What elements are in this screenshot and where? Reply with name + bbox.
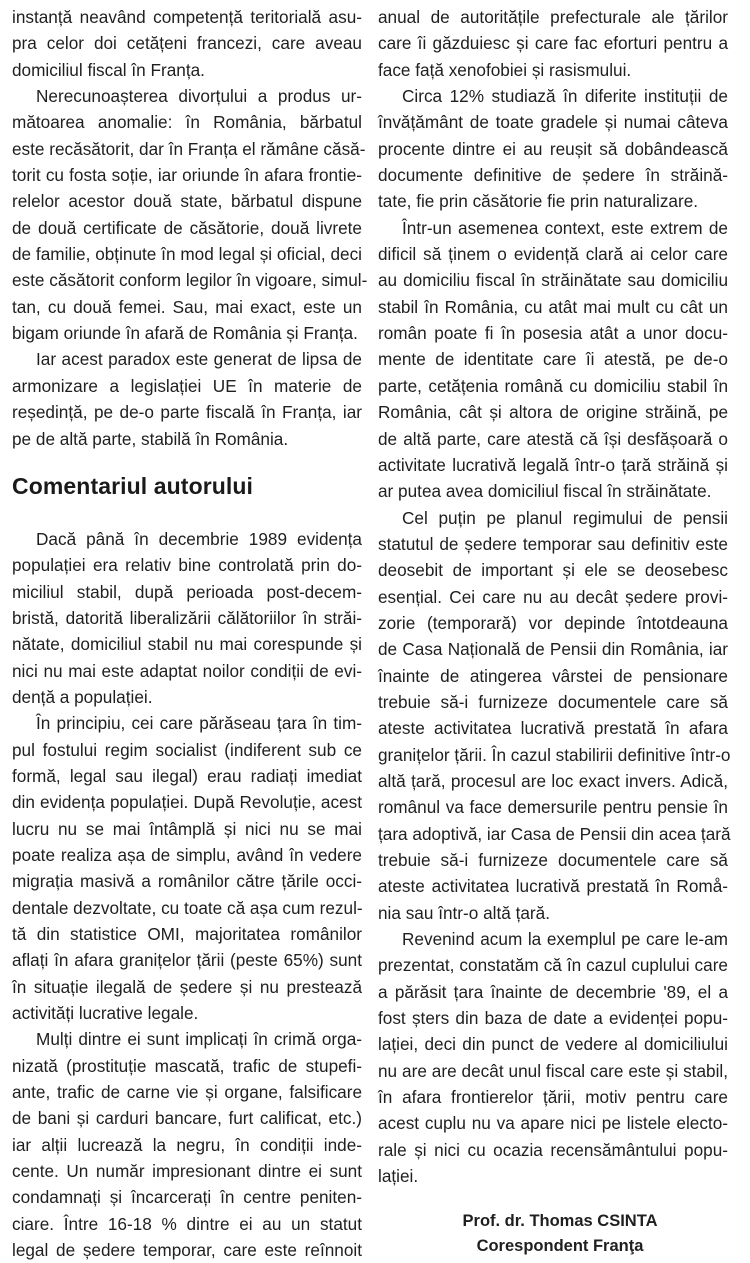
text-line: ar putea avea domiciliul fiscal în străinătate. — [378, 481, 712, 502]
text-line: lației, deci din punct de vedere al domiciliului — [378, 1034, 728, 1055]
text-line: pra celor doi cetățeni francezi, care aveau — [12, 33, 362, 54]
text-line: ateste activitatea lucrativă prestată în afara — [378, 718, 728, 739]
text-line: Circa 12% studiază în diferite instituții de — [402, 86, 728, 107]
paragraph — [378, 926, 728, 1189]
text-line: în situație ilegală de ședere și nu prestează — [12, 976, 362, 997]
author-name: Prof. dr. Thomas CSINTA — [462, 1212, 658, 1231]
text-line: parte, cetățenia română cu domiciliu stabil în — [378, 375, 728, 396]
text-line: dență a populației. — [12, 686, 153, 707]
text-line: acest cuplu nu va apare nici pe listele electo- — [378, 1113, 728, 1134]
text-line: care îi găzduiesc și care fac eforturi pentru a — [378, 33, 728, 54]
text-line: Nerecunoașterea divorțului a produs ur- — [36, 86, 362, 107]
text-line: anual de autoritățile prefecturale ale țărilor — [378, 7, 728, 27]
text-line: formă, legal sau ilegal) erau radiați imediat — [12, 765, 362, 786]
text-line: din evidența populației. După Revoluție, acest — [12, 792, 362, 813]
author-signature — [378, 1209, 728, 1259]
text-line: bigam oriunde în afară de România și Franța. — [12, 323, 358, 344]
text-line: pe de altă parte, stabilă în România. — [12, 428, 289, 449]
paragraph — [12, 1026, 362, 1263]
left-column — [12, 4, 368, 1263]
text-line: a părăsit țara înainte de decembrie '89, el a — [378, 981, 728, 1002]
text-line: stabil în România, cu atât mai mult cu cât un — [378, 296, 728, 317]
section-heading: Comentariul autorului — [12, 472, 254, 499]
text-line: armonizare a legislației UE în materie de — [12, 375, 362, 396]
text-line: zorie (temporară) vor depinde întotdeauna — [378, 612, 728, 633]
text-line: de Casa Națională de Pensii din România, iar — [378, 639, 728, 660]
text-line: învățământ de toate gradele și numai câteva — [378, 112, 728, 133]
text-line: esențial. Cei care nu au decât ședere provi- — [378, 586, 728, 607]
text-line: În principiu, cei care părăseau țara în tim- — [36, 713, 362, 734]
text-line: este căsătorit conform legilor în vigoare, simul- — [12, 270, 368, 291]
text-line: granițelor țării. În cazul stabilirii definitive într-o — [378, 744, 731, 765]
text-line: statutul de ședere temporar sau definitiv este — [378, 533, 728, 554]
text-line: face față xenofobiei și rasismului. — [378, 59, 632, 80]
text-line: prezentat, constatăm că în cazul cuplului care — [378, 955, 728, 976]
text-line: cente. Un număr impresionant dintre ei sunt — [12, 1161, 362, 1182]
text-line: este recăsătorit, dar în Franța el rămâne căsă- — [12, 138, 366, 159]
text-line: mătoarea anomalie: în România, bărbatul — [12, 112, 362, 133]
text-line: tate, fie prin căsătorie fie prin naturalizare. — [378, 191, 699, 212]
text-line: dentale dezvoltate, cu toate că așa cum rezul- — [12, 897, 363, 918]
text-line: de două certificate de căsătorie, două livrete — [12, 217, 362, 238]
text-line: bristă, datorită liberalizării călătoriilor în străi- — [12, 607, 362, 628]
text-line: miciliul stabil, după perioada post-decem- — [12, 581, 362, 602]
text-line: în afara frontierelor țării, motiv pentru care — [378, 1087, 728, 1108]
paragraph — [378, 83, 728, 215]
text-line: țara adoptivă, iar Casa de Pensii din acea țară — [378, 823, 731, 844]
paragraph — [378, 505, 731, 927]
text-line: Într-un asemenea context, este extrem de — [402, 217, 728, 238]
text-line: ciare. Între 16-18 % dintre ei au un statut — [12, 1213, 362, 1234]
text-line: dificil să ținem o evidență clară ai celor care — [378, 244, 728, 265]
text-line: poate realiza așa de simplu, având în vedere — [12, 844, 362, 865]
right-column — [378, 4, 731, 1259]
text-line: trebuie să-i furnizeze documentele care să — [378, 691, 728, 712]
paragraph — [12, 4, 362, 83]
text-line: procente dintre ei au reușit să dobândească — [378, 138, 728, 159]
text-line: de bani și carduri bancare, furt calificat, etc.) — [12, 1108, 362, 1129]
text-line: instanță neavând competență teritorială asu- — [12, 7, 362, 27]
text-line: reședință, pe de-o parte fiscală în Franța, iar — [12, 402, 362, 423]
text-line: condamnați și încarcerați în centre peniten- — [12, 1187, 362, 1208]
text-line: nu are are decât unul fiscal care este și stabil, — [378, 1060, 728, 1081]
text-line: tă din statistice OMI, majoritatea românilor — [12, 924, 362, 944]
text-line: altă țară, procesul are loc exact invers. Adică, — [378, 770, 728, 791]
paragraph — [378, 4, 728, 83]
text-line: înainte de atingerea vârstei de pensionare — [378, 665, 728, 686]
text-line: românul va face demersurile pentru pensie în — [378, 797, 728, 818]
text-line: documente definitive de ședere în străină- — [378, 165, 728, 186]
text-line: au domiciliu fiscal în străinătate sau domiciliu — [378, 270, 728, 291]
text-line: ante, trafic de carne vie și organe, falsificare — [12, 1082, 362, 1103]
text-line: relelor acestor două state, bărbatul dispune — [12, 191, 362, 212]
text-line: fost șters din baza de date a evidenței popu- — [378, 1008, 728, 1029]
text-line: domiciliul fiscal în Franța. — [12, 59, 205, 80]
paragraph — [12, 346, 362, 451]
paragraph — [12, 710, 362, 1026]
text-line: nici nu mai este adaptat noilor condiții de evi- — [12, 660, 362, 681]
text-line: lației. — [378, 1166, 419, 1187]
text-line: lucru nu se mai întâmplă și nici nu se mai — [12, 818, 362, 839]
text-line: Dacă până în decembrie 1989 evidența — [36, 528, 362, 549]
text-line: România, cât și altora de origine străină, pe — [378, 402, 728, 423]
author-role: Corespondent Franţa — [476, 1237, 644, 1256]
text-line: Cel puțin pe planul regimului de pensii — [402, 507, 728, 528]
text-line: mente de identitate care îi atestă, pe de-o — [378, 349, 728, 370]
text-line: nizată (prostituție mascată, trafic de stupefi- — [12, 1055, 362, 1076]
text-line: rale și nici cu ocazia recensământului popu- — [378, 1139, 728, 1160]
text-line: migrația masivă a românilor către țările occi- — [12, 871, 362, 892]
text-line: legal de ședere temporar, care este reînnoit — [12, 1240, 362, 1261]
text-line: Iar acest paradox este generat de lipsa de — [36, 349, 362, 370]
text-line: tan, cu două femei. Sau, mai exact, este un — [12, 296, 362, 317]
text-line: aflați în afara granițelor țării (peste 65%) sunt — [12, 950, 362, 971]
text-line: activitate lucrativă legală într-o țară străină și — [378, 454, 728, 475]
text-line: pul fostului regim socialist (indiferent sub ce — [12, 739, 362, 760]
text-line: român poate fi în posesia atât a unor docu- — [378, 323, 728, 344]
text-line: de altă parte, care atestă că își desfășoară o — [378, 428, 728, 449]
paragraph — [12, 526, 362, 710]
text-line: Revenind acum la exemplul pe care le-am — [402, 929, 728, 950]
text-line: de familie, obținute în mod legal și oficial, deci — [12, 244, 362, 265]
text-line: populației era relativ bine controlată prin do- — [12, 555, 362, 576]
paragraph — [378, 215, 728, 505]
text-line: torit cu fosta soție, iar oriunde în afara frontie- — [12, 165, 362, 186]
text-line: deosebit de important și ele se deosebesc — [378, 560, 728, 581]
text-line: activități lucrative legale. — [12, 1003, 199, 1024]
text-line: iar alții lucrează la negru, în condiții inde- — [12, 1134, 362, 1155]
text-line: Mulți dintre ei sunt implicați în crimă orga- — [36, 1029, 362, 1050]
text-line: nătate, domiciliul stabil nu mai corespunde și — [12, 634, 362, 655]
paragraph — [12, 83, 368, 346]
text-line: nia sau într-o altă țară. — [378, 902, 550, 923]
text-line: trebuie să-i furnizeze documentele care să — [378, 850, 728, 870]
text-line: ateste activitatea lucrativă prestată în Romå- — [378, 876, 728, 897]
